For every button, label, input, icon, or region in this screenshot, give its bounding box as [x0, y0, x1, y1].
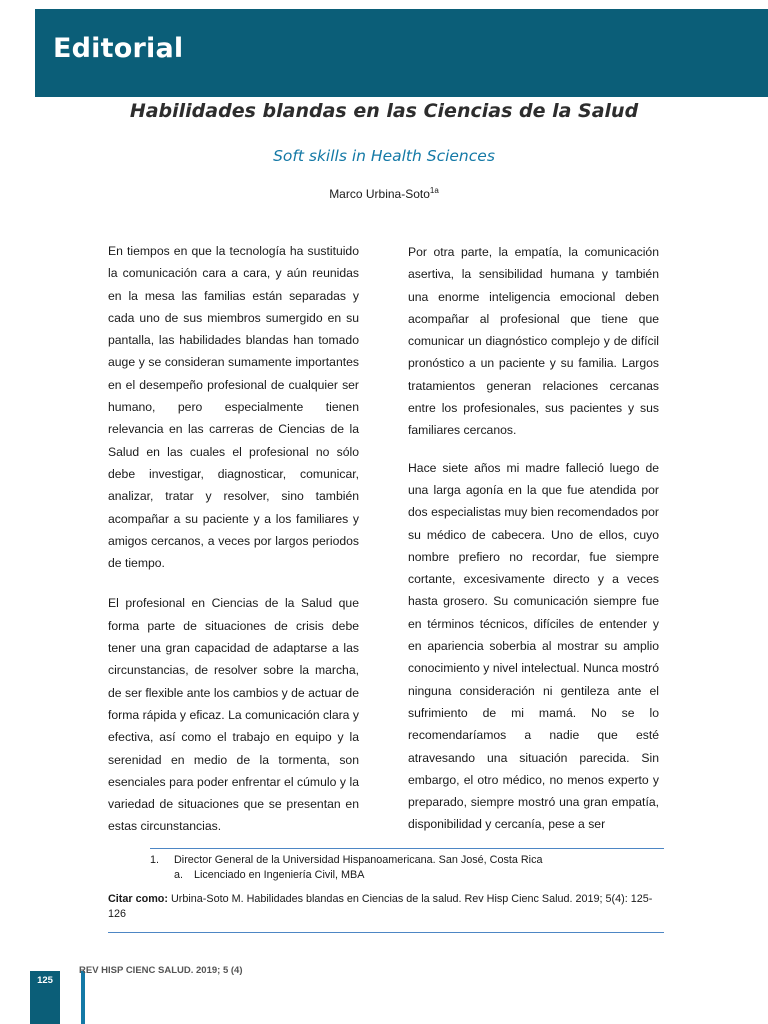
section-header-band [35, 9, 768, 97]
paragraph: Hace siete años mi madre falleció luego de una larga agonía en la que fue atendida por dos especialistas muy bien recomendados por su médico de cabecera. Uno de ellos, cuyo nombre prefiero no recordar, fue siempre cortante, excesivamente directo y a veces hasta grosero. Su comunicación siempre fue en términos técnicos, difíciles de entender y en apariencia soberbia al mostrar su amplio conocimiento y nivel intelectual. Nunca mostró ninguna consideración ni gentileza ante el sufrimiento de mi mamá. No se lo recomendaríamos a nadie que esté atravesando una situación parecida. Sin embargo, el otro médico, no menos experto y preparado, siempre mostró una gran empatía, disponibilidad y cercanía, pese a ser [408, 460, 659, 832]
journal-footer: REV HISP CIENC SALUD. 2019; 5 (4) [79, 965, 243, 976]
footnote-number: 1. [150, 854, 160, 866]
footnote-a [150, 868, 542, 883]
footnote-letter: a. [174, 869, 184, 881]
citation-text: Urbina-Soto M. Habilidades blandas en Ciencias de la salud. Rev Hisp Cienc Salud. 2019; 5(4): 125-126 [108, 893, 653, 920]
footer-accent-bar [81, 971, 85, 1024]
paragraph: Por otra parte, la empatía, la comunicación asertiva, la sensibilidad humana y también una enorme inteligencia emocional deben acompañar al profesional que tiene que comunicar un diagnóstico complejo y de difícil pronóstico a un paciente y su familia. Largos tratamientos generan relaciones cercanas entre los profesionales, sus pacientes y sus familiares cercanos. [408, 245, 659, 438]
author-line [0, 186, 768, 201]
citation-label: Citar como: [108, 893, 168, 905]
section-label: Editorial [53, 33, 184, 64]
citation [108, 892, 664, 922]
article-subtitle: Soft skills in Health Sciences [273, 147, 495, 165]
body-column-left [108, 240, 359, 838]
paragraph: El profesional en Ciencias de la Salud que forma parte de situaciones de crisis debe tener una gran capacidad de adaptarse a las circunstancias, de resolver sobre la marcha, de ser flexible ante los cambios y de actuar de forma rápida y eficaz. La comunicación clara y efectiva, así como el trabajo en equipo y la serenidad en medio de la tormenta, son esenciales para poder enfrentar el cúmulo y la variedad de situaciones que se presentan en estas circunstancias. [108, 596, 359, 834]
footnote-text: Director General de la Universidad Hispanoamericana. San José, Costa Rica [174, 854, 543, 866]
paragraph: En tiempos en que la tecnología ha sustituido la comunicación cara a cara, y aún reunidas en la mesa las familias están separadas y cada uno de sus miembros sumergido en su pantalla, las habilidades blandas han tomado auge y se consideran sumamente importantes en el desempeño profesional de cualquier ser humano, pero especialmente tienen relevancia en las carreras de Ciencias de la Salud en las cuales el profesional no sólo debe investigar, diagnosticar, comunicar, analizar, tratar y resolver, sino también acompañar a su paciente y a los familiares y amigos cercanos, a veces por largos periodos de tiempo. [108, 244, 359, 571]
footnotes [150, 853, 542, 883]
footnote-1 [150, 853, 542, 868]
article-title: Habilidades blandas en las Ciencias de la Salud [129, 100, 639, 122]
author-affiliation-mark: 1a [429, 186, 439, 195]
citation-divider [108, 932, 664, 933]
author-name: Marco Urbina-Soto [329, 187, 430, 201]
footnote-divider [150, 848, 664, 849]
footnote-text: Licenciado en Ingeniería Civil, MBA [194, 869, 365, 881]
body-column-right [408, 241, 659, 836]
page-number: 125 [37, 975, 53, 986]
page-number-box [30, 971, 60, 1024]
